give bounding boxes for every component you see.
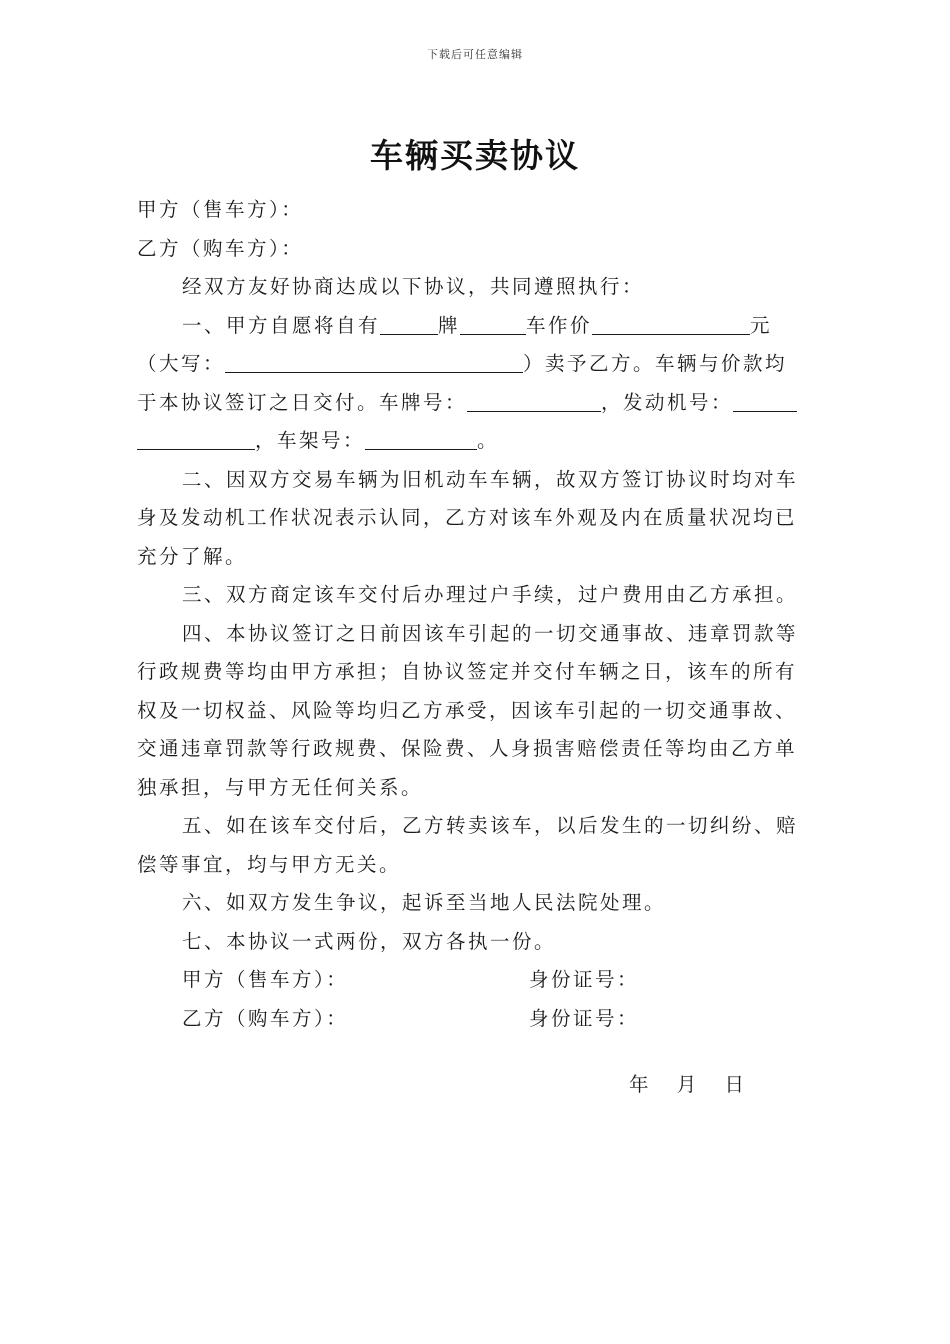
clause2-line1: 二、因双方交易车辆为旧机动车车辆，故双方签订协议时均对车 — [182, 467, 799, 491]
clause4-line1: 四、本协议签订之日前因该车引起的一切交通事故、违章罚款等 — [182, 621, 799, 645]
engine-number-blank[interactable] — [733, 389, 797, 412]
document-title: 车辆买卖协议 — [370, 136, 580, 175]
clause1-line1 — [137, 307, 809, 346]
clause1-line3 — [137, 384, 809, 423]
clause4-line3: 权及一切权益、风险等均归乙方承受，因该车引起的一切交通事故、 — [137, 698, 798, 722]
plate-number-blank[interactable] — [467, 389, 601, 412]
clause5-line1: 五、如在该车交付后，乙方转卖该车，以后发生的一切纠纷、赔 — [182, 814, 799, 837]
agreement-body — [137, 191, 809, 1038]
clause1-text: 于本协议签订之日交付。车牌号： — [137, 390, 468, 414]
clause1-text: 元 — [750, 313, 773, 337]
party-a-line: 甲方（售车方）： — [137, 198, 304, 221]
clause4-line2: 行政规费等均由甲方承担；自协议签定并交付车辆之日，该车的所有 — [137, 660, 798, 683]
price-blank[interactable] — [592, 312, 750, 335]
brand-blank[interactable] — [380, 312, 438, 335]
clause1-text: ，车架号： — [255, 429, 366, 452]
price-uppercase-blank[interactable] — [225, 350, 523, 373]
buyer-id-label: 身份证号： — [529, 1006, 640, 1030]
date-year: 年 — [629, 1073, 651, 1096]
party-b-line: 乙方（购车方）： — [137, 236, 304, 260]
buyer-signature-row — [137, 1000, 809, 1039]
date-month: 月 — [676, 1073, 699, 1096]
clause1-text: 车作价 — [526, 313, 593, 337]
model-blank[interactable] — [460, 312, 526, 335]
intro-paragraph: 经双方友好协商达成以下协议，共同遵照执行： — [182, 275, 645, 298]
clause2-line2: 身及发动机工作状况表示认同，乙方对该车外观及内在质量状况均已 — [137, 506, 798, 529]
clause4-line5: 独承担，与甲方无任何关系。 — [137, 775, 424, 799]
clause1-text: 牌 — [438, 313, 461, 337]
clause5-line2: 偿等事宜，均与甲方无关。 — [137, 852, 402, 876]
header-note: 下载后可任意编辑 — [427, 48, 523, 61]
clause2-line3: 充分了解。 — [137, 544, 248, 568]
clause7: 七、本协议一式两份，双方各执一份。 — [182, 929, 557, 953]
clause1-line2 — [137, 345, 809, 384]
clause1-text: ，发动机号： — [601, 390, 734, 414]
clause4-line4: 交通违章罚款等行政规费、保险费、人身损害赔偿责任等均由乙方单 — [137, 737, 798, 760]
clause1-line4 — [137, 422, 809, 461]
clause6: 六、如双方发生争议，起诉至当地人民法院处理。 — [182, 891, 667, 914]
seller-signature-row — [137, 961, 809, 1000]
clause1-text: （大写： — [137, 352, 226, 375]
seller-label: 甲方（售车方）： — [182, 968, 349, 991]
seller-id-label: 身份证号： — [529, 968, 640, 991]
clause1-text: 一、甲方自愿将自有 — [182, 313, 381, 337]
vin-blank[interactable] — [365, 427, 477, 450]
clause1-text: ）卖予乙方。车辆与价款均 — [523, 352, 788, 375]
date-day: 日 — [724, 1073, 746, 1096]
buyer-label: 乙方（购车方）： — [182, 1006, 349, 1030]
date-line — [629, 1070, 764, 1100]
clause1-text: 。 — [477, 429, 500, 452]
clause3: 三、双方商定该车交付后办理过户手续，过户费用由乙方承担。 — [182, 583, 799, 606]
engine-number-blank-cont[interactable] — [137, 427, 255, 450]
